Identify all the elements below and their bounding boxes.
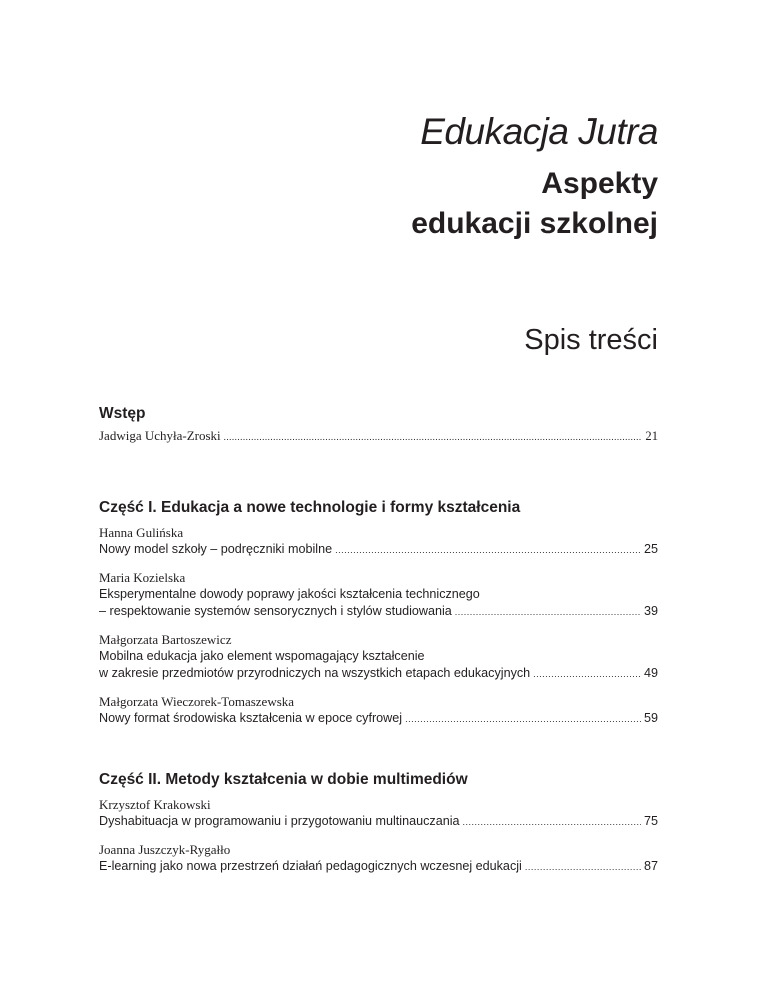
toc-entry-line: [99, 813, 658, 831]
entry-title: E-learning jako nowa przestrzeń działań pedagogicznych wczesnej edukacji: [99, 859, 522, 873]
dot-leader: [335, 542, 641, 559]
toc-entry-line: [99, 603, 658, 621]
toc-entry-line: [99, 665, 658, 683]
toc-entry-line: [99, 858, 658, 876]
toc-entry[interactable]: [99, 631, 658, 683]
section-heading: Część II. Metody kształcenia w dobie multimediów: [99, 771, 468, 788]
title-block: [411, 110, 658, 244]
toc-entry-line: [99, 710, 658, 728]
book-title-line-1: Aspekty: [541, 167, 658, 200]
toc-entry[interactable]: [99, 796, 658, 831]
toc-entry-line: [99, 427, 658, 446]
section-heading: Część I. Edukacja a nowe technologie i formy kształcenia: [99, 499, 521, 516]
entry-author: Krzysztof Krakowski: [99, 797, 211, 812]
page-number: 75: [643, 814, 658, 828]
entry-title: Dyshabituacja w programowaniu i przygotowaniu multinauczania: [99, 814, 460, 828]
entry-author: Maria Kozielska: [99, 570, 186, 585]
dot-leader: [463, 814, 641, 831]
entry-title: Nowy format środowiska kształcenia w epoce cyfrowej: [99, 711, 403, 725]
page-number: 39: [643, 604, 658, 618]
dot-leader: [525, 859, 641, 876]
entry-title: Nowy model szkoły – podręczniki mobilne: [99, 542, 333, 556]
entry-title: Mobilna edukacja jako element wspomagający kształcenie: [99, 649, 425, 663]
book-title: [411, 164, 658, 244]
series-title: Edukacja Jutra: [420, 111, 658, 152]
toc-entry[interactable]: [99, 569, 658, 621]
dot-leader: [533, 666, 641, 683]
entry-title: w zakresie przedmiotów przyrodniczych na wszystkich etapach edukacyjnych: [99, 666, 531, 680]
dot-leader: [405, 711, 641, 728]
entry-author: Jadwiga Uchyła-Zroski: [99, 428, 221, 443]
entry-title: Eksperymentalne dowody poprawy jakości kształcenia technicznego: [99, 587, 480, 601]
dot-leader: [224, 429, 643, 446]
section-heading: Wstęp: [99, 405, 146, 422]
toc-entry[interactable]: [99, 427, 658, 446]
entry-author: Joanna Juszczyk-Rygałło: [99, 842, 231, 857]
entry-title: – respektowanie systemów sensorycznych i stylów studiowania: [99, 604, 452, 618]
page-number: 59: [643, 711, 658, 725]
toc-section-intro: [99, 404, 658, 446]
entry-author: Małgorzata Bartoszewicz: [99, 632, 232, 647]
toc-section-part-1: [99, 498, 658, 728]
book-title-line-2: edukacji szkolnej: [411, 207, 658, 240]
toc-section-part-2: [99, 770, 658, 876]
page-number: 49: [643, 666, 658, 680]
toc-entry[interactable]: [99, 841, 658, 876]
page-number: 25: [643, 542, 658, 556]
page-number: 21: [645, 429, 658, 443]
dot-leader: [455, 604, 641, 621]
entry-author: Małgorzata Wieczorek-Tomaszewska: [99, 694, 295, 709]
toc-entry-line: [99, 541, 658, 559]
entry-author: Hanna Gulińska: [99, 525, 184, 540]
toc-heading: Spis treści: [524, 324, 658, 356]
toc-entry[interactable]: [99, 693, 658, 728]
toc-entry[interactable]: [99, 524, 658, 559]
page-number: 87: [643, 859, 658, 873]
